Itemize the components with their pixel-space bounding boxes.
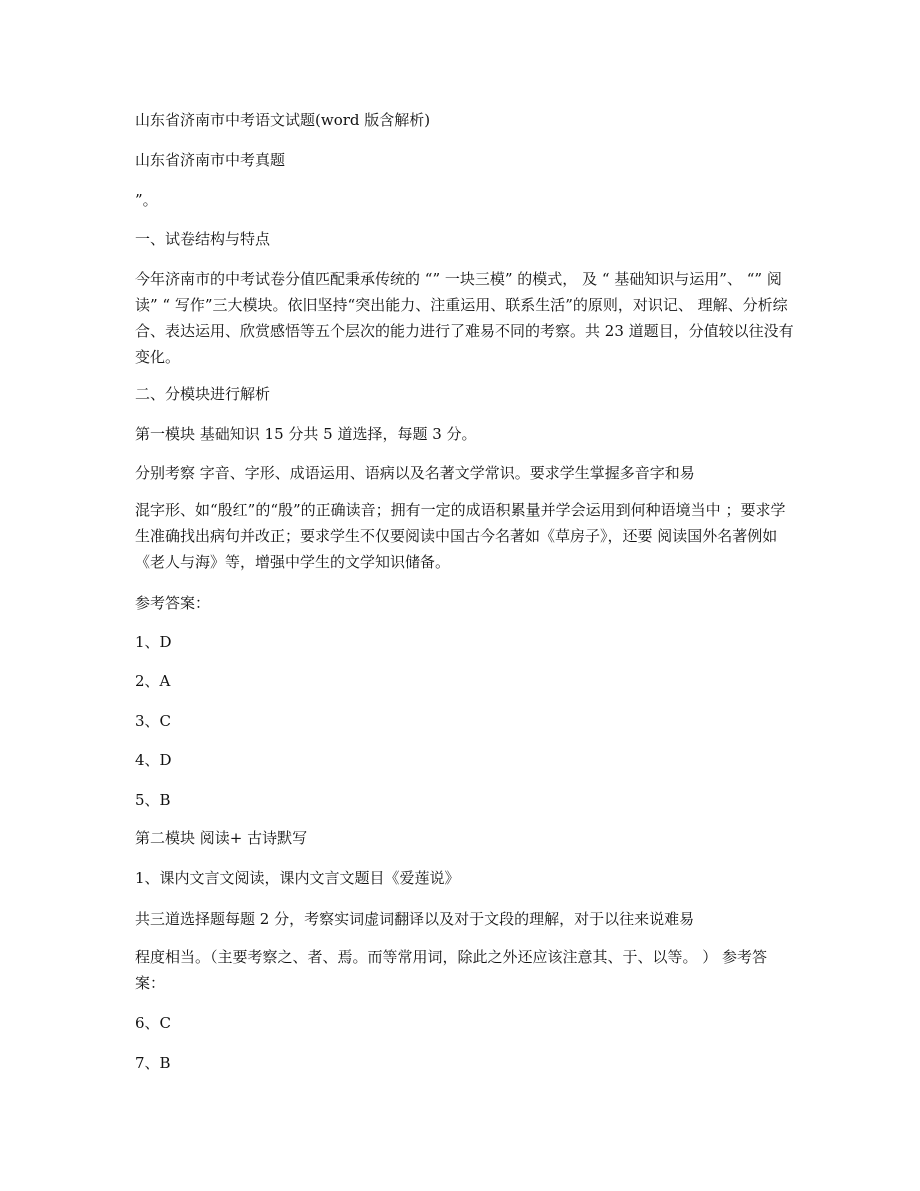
module2-title: 第二模块 阅读+ 古诗默写	[135, 829, 308, 847]
module1-title: 第一模块 基础知识 15 分共 5 道选择，每题 3 分。	[135, 425, 477, 443]
module2-item1: 1、课内文言文阅读，课内文言文题目《爱莲说》	[135, 869, 460, 887]
answer-item: 7、B	[135, 1054, 171, 1072]
section1-paragraph: 今年济南市的中考试卷分值匹配秉承传统的 “” 一块三模” 的模式， 及 “ 基础知识与运用”、 “” 阅读” “ 写作”三大模块。依旧坚持“突出能力、注重运用、联系生活”的原则，对识记、 理解、分析综合、表达运用、欣赏感悟等五个层次的能力进行了难易不同的考察。共 23 道题目，分值较以往没有变化。	[135, 270, 794, 366]
section1-heading: 一、试卷结构与特点	[135, 230, 271, 248]
answer-item: 6、C	[135, 1014, 172, 1032]
module1-paragraph: 混字形、如“殷红”的“殷”的正确读音；拥有一定的成语积累量并学会运用到何种语境当中 ；要求学生准确找出病句并改正；要求学生不仅要阅读中国古今名著如《草房子》，还要 阅读国外名著例如《老人与海》等，增强中学生的文学知识储备。	[135, 501, 786, 571]
quote-end: ”。	[135, 191, 158, 209]
answer-item: 3、C	[135, 712, 172, 730]
answers-label-1: 参考答案：	[135, 594, 211, 612]
module2-line1: 共三道选择题每题 2 分，考察实词虚词翻译以及对于文段的理解，对于以往来说难易	[135, 910, 695, 928]
document-title: 山东省济南市中考语文试题(word 版含解析)	[135, 111, 431, 129]
answer-item: 2、A	[135, 672, 171, 690]
answer-item: 4、D	[135, 751, 172, 769]
answer-item: 1、D	[135, 633, 172, 651]
answer-item: 5、B	[135, 791, 171, 809]
module2-paragraph: 程度相当。（主要考察之、者、焉。而等常用词，除此之外还应该注意其、于、以等。 ） 参考答案：	[135, 948, 768, 992]
module1-line1: 分别考察 字音、字形、成语运用、语病以及名著文学常识。要求学生掌握多音字和易	[135, 464, 695, 482]
document-subtitle: 山东省济南市中考真题	[135, 151, 286, 169]
section2-heading: 二、分模块进行解析	[135, 385, 271, 403]
